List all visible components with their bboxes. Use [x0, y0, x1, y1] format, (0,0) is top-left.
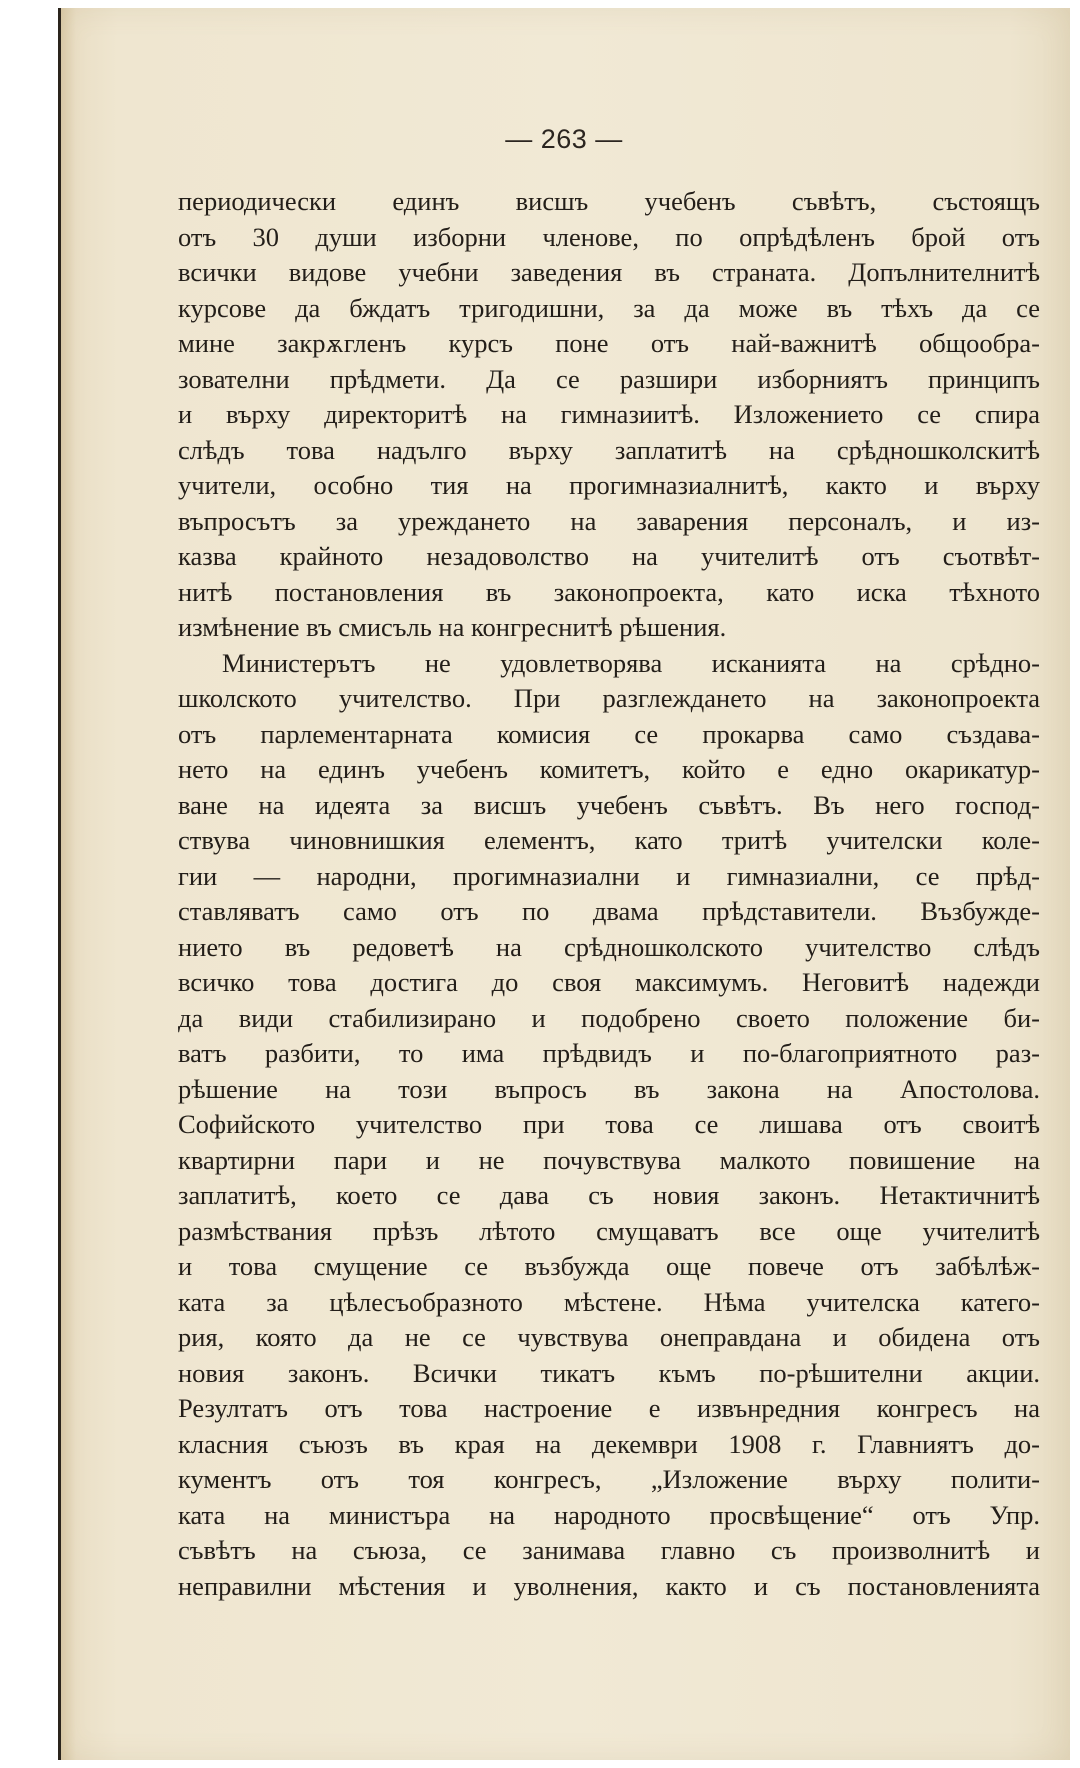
text-line: новия законъ. Всички тикатъ къмъ по-рѣшителни акции.: [178, 1357, 1040, 1388]
text-line: Софийското учителство при това се лишава отъ своитѣ: [178, 1109, 1040, 1139]
text-line: казва крайното незадоволство на учителитѣ отъ съотвѣт-: [178, 541, 1040, 571]
text-line: школското учителство. При разглеждането на законопроекта: [178, 683, 1040, 713]
text-line: рѣшение на този въпросъ въ закона на Апостолова.: [178, 1073, 1040, 1104]
text-line: ване на идеята за висшъ учебенъ съвѣтъ. Въ него господ-: [178, 789, 1040, 820]
text-line: квартирни пари и не почувствува малкото повишение на: [178, 1144, 1040, 1175]
text-line: ставляватъ само отъ по двама прѣдставители. Възбужде-: [178, 896, 1040, 926]
text-line: слѣдъ това надълго върху заплатитѣ на срѣдношколскитѣ: [178, 434, 1040, 465]
text-line: всичко това достига до своя максимумъ. Неговитѣ надежди: [178, 967, 1040, 997]
text-line: и върху директоритѣ на гимназиитѣ. Изложението се спира: [178, 399, 1040, 429]
text-line: заплатитѣ, което се дава съ новия законъ. Нетактичнитѣ: [178, 1180, 1040, 1210]
text-line: нието въ редоветѣ на срѣдношколското учителство слѣдъ: [178, 931, 1040, 962]
text-line: курсове да бждатъ тригодишни, за да може въ тѣхъ да се: [178, 292, 1040, 323]
paragraph-start-line: Министерътъ не удовлетворява исканията на срѣдно-: [222, 647, 1040, 678]
paragraph-end-line: измѣнение въ смисъль на конгреснитѣ рѣшения.: [178, 612, 727, 642]
text-line: отъ парлементарната комисия се прокарва само създава-: [178, 718, 1040, 749]
text-line: въпросътъ за уреждането на заварения персоналъ, и из-: [178, 505, 1040, 536]
text-line: и това смущение се възбужда още повече отъ забѣлѣж-: [178, 1251, 1040, 1281]
text-line: ватъ разбити, то има прѣдвидъ и по-благоприятното раз-: [178, 1038, 1040, 1068]
text-line: ката за цѣлесъобразното мѣстене. Нѣма учителска катего-: [178, 1286, 1040, 1317]
text-line: отъ 30 души изборни членове, по опрѣдѣленъ брой отъ: [178, 221, 1040, 252]
text-line: всички видове учебни заведения въ страната. Допълнителнитѣ: [178, 257, 1040, 287]
text-line: класния съюзъ въ края на декември 1908 г. Главниятъ до-: [178, 1428, 1040, 1459]
text-line: зователни прѣдмети. Да се разшири изборниятъ принципъ: [178, 363, 1040, 394]
text-line: мине закрѫгленъ курсъ поне отъ най-важнитѣ общообра-: [178, 328, 1040, 358]
text-line: неправилни мѣстения и уволнения, както и съ постановленията: [178, 1570, 1040, 1601]
text-line: ствува чиновнишкия елементъ, като тритѣ учителски коле-: [178, 825, 1040, 855]
text-line: учители, особно тия на прогимназиалнитѣ, както и върху: [178, 470, 1040, 500]
text-line: рия, която да не се чувствува онеправдана и обидена отъ: [178, 1322, 1040, 1352]
text-line: съвѣтъ на съюза, се занимава главно съ произволнитѣ и: [178, 1535, 1040, 1565]
text-line: кументъ отъ тоя конгресъ, „Изложение върху полити-: [178, 1464, 1040, 1494]
book-page: [58, 8, 1070, 1760]
text-line: нето на единъ учебенъ комитетъ, който е едно окарикатур-: [178, 754, 1040, 784]
text-line: размѣствания прѣзъ лѣтото смущаватъ все още учителитѣ: [178, 1215, 1040, 1246]
text-line: нитѣ постановления въ законопроекта, като иска тѣхното: [178, 576, 1040, 607]
body-text: [178, 184, 1040, 1604]
text-line: гии — народни, прогимназиални и гимназиални, се прѣд-: [178, 860, 1040, 891]
page-number: — 263 —: [505, 124, 623, 154]
text-line: Резултатъ отъ това настроение е извънредния конгресъ на: [178, 1393, 1040, 1423]
text-line: ката на министъра на народното просвѣщение“ отъ Упр.: [178, 1499, 1040, 1530]
text-line: периодически единъ висшъ учебенъ съвѣтъ, състоящъ: [178, 186, 1040, 216]
text-line: да види стабилизирано и подобрено своето положение би-: [178, 1002, 1040, 1033]
